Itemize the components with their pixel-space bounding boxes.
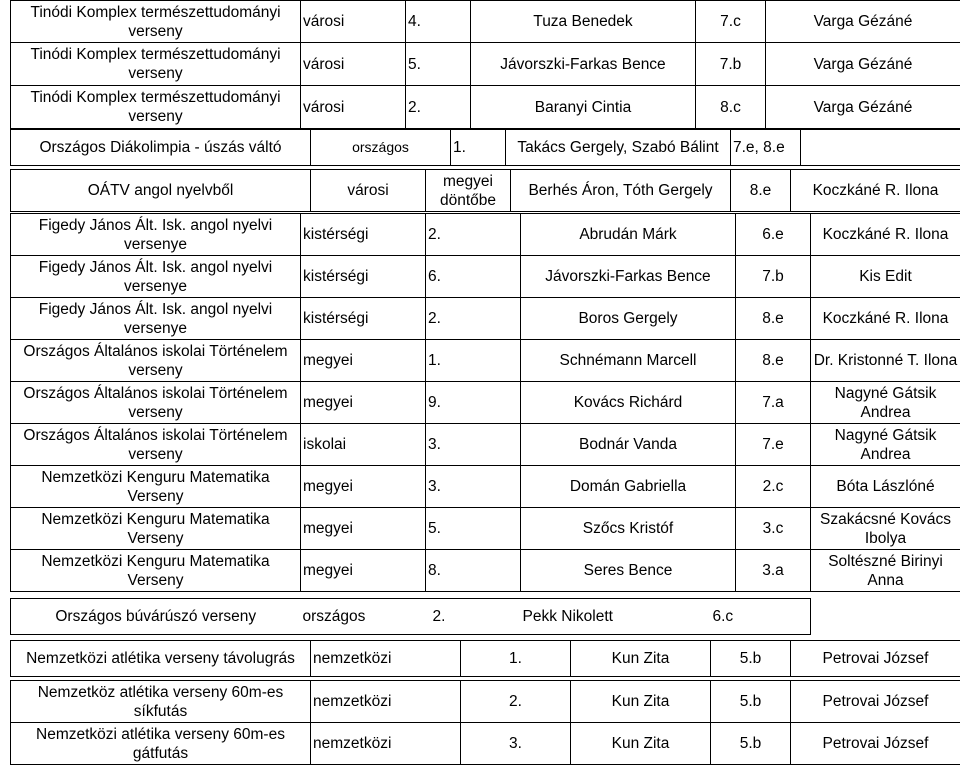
level-cell: megyei (301, 550, 426, 592)
teacher-cell (801, 130, 960, 166)
teacher-cell: Koczkáné R. Ilona (811, 298, 960, 340)
student-name-cell: Jávorszki-Farkas Bence (471, 43, 696, 86)
level-cell: nemzetközi (311, 723, 461, 765)
teacher-cell: Petrovai József (791, 723, 960, 765)
competition-cell: Országos Általános iskolai Történelem verseny (11, 382, 301, 424)
teacher-cell: Soltészné Birinyi Anna (811, 550, 960, 592)
class-cell: 7.c (696, 1, 766, 43)
teacher-cell: Koczkáné R. Ilona (791, 170, 960, 212)
competition-cell: Nemzetköz atlétika verseny 60m-es síkfutás (11, 681, 311, 723)
competition-cell: Nemzetközi Kenguru Matematika Verseny (11, 466, 301, 508)
student-name-cell: Abrudán Márk (521, 214, 736, 256)
competition-cell: Nemzetközi Kenguru Matematika Verseny (11, 550, 301, 592)
class-cell: 2.c (736, 466, 811, 508)
competition-cell: OÁTV angol nyelvből (11, 170, 311, 212)
level-cell: nemzetközi (311, 681, 461, 723)
place-cell: 9. (426, 382, 521, 424)
place-cell: 3. (426, 466, 521, 508)
level-cell: kistérségi (301, 214, 426, 256)
results-group-oatv (10, 169, 960, 212)
place-cell: megyei döntőbe (426, 170, 511, 212)
competition-cell: Országos Általános iskolai Történelem verseny (11, 424, 301, 466)
place-cell: 2. (431, 599, 521, 635)
student-name-cell: Boros Gergely (521, 298, 736, 340)
competition-cell: Nemzetközi atlétika verseny távolugrás (11, 641, 311, 677)
results-group-tavolugras (10, 640, 960, 677)
student-name-cell: Domán Gabriella (521, 466, 736, 508)
student-name-cell: Seres Bence (521, 550, 736, 592)
level-cell: megyei (301, 466, 426, 508)
teacher-cell: Dr. Kristonné T. Ilona (811, 340, 960, 382)
competition-cell: Nemzetközi Kenguru Matematika Verseny (11, 508, 301, 550)
place-cell: 1. (461, 641, 571, 677)
competition-cell: Tinódi Komplex természettudományi verseny (11, 43, 301, 86)
competition-cell: Figedy János Ált. Isk. angol nyelvi versenye (11, 214, 301, 256)
class-cell: 7.b (736, 256, 811, 298)
table-row (11, 382, 960, 424)
table-row (11, 130, 960, 166)
class-cell: 3.a (736, 550, 811, 592)
table-row (11, 508, 960, 550)
level-cell: kistérségi (301, 298, 426, 340)
table-row (11, 466, 960, 508)
class-cell: 6.c (711, 599, 811, 635)
level-cell: városi (301, 43, 406, 86)
place-cell: 8. (426, 550, 521, 592)
teacher-cell: Varga Gézáné (766, 1, 960, 43)
table-row (11, 641, 960, 677)
teacher-cell: Koczkáné R. Ilona (811, 214, 960, 256)
student-name-cell: Pekk Nikolett (521, 599, 711, 635)
class-cell: 5.b (711, 641, 791, 677)
student-name-cell: Baranyi Cintia (471, 86, 696, 129)
place-cell: 2. (426, 298, 521, 340)
class-cell: 7.e, 8.e (731, 130, 801, 166)
class-cell: 3.c (736, 508, 811, 550)
place-cell: 3. (461, 723, 571, 765)
table-row (11, 550, 960, 592)
place-cell: 6. (426, 256, 521, 298)
student-name-cell: Szőcs Kristóf (521, 508, 736, 550)
teacher-cell: Varga Gézáné (766, 86, 960, 129)
competition-cell: Tinódi Komplex természettudományi verseny (11, 1, 301, 43)
place-cell: 5. (406, 43, 471, 86)
results-group-buvaruszo (10, 598, 811, 635)
teacher-cell: Szakácsné Kovács Ibolya (811, 508, 960, 550)
teacher-cell: Bóta Lászlóné (811, 466, 960, 508)
teacher-cell: Petrovai József (791, 641, 960, 677)
results-group-main (10, 213, 960, 592)
class-cell: 7.a (736, 382, 811, 424)
place-cell: 3. (426, 424, 521, 466)
table-row (11, 256, 960, 298)
student-name-cell: Bodnár Vanda (521, 424, 736, 466)
table-row (11, 1, 960, 43)
table-row (11, 298, 960, 340)
place-cell: 1. (426, 340, 521, 382)
level-cell: nemzetközi (311, 641, 461, 677)
place-cell: 2. (461, 681, 571, 723)
results-group-diakolimpia (10, 129, 960, 166)
table-row (11, 424, 960, 466)
level-cell: országos (301, 599, 431, 635)
table-row (11, 681, 960, 723)
level-cell: kistérségi (301, 256, 426, 298)
class-cell: 8.e (736, 340, 811, 382)
class-cell: 7.e (736, 424, 811, 466)
place-cell: 1. (451, 130, 506, 166)
class-cell: 5.b (711, 723, 791, 765)
table-row (11, 170, 960, 212)
student-name-cell: Kun Zita (571, 681, 711, 723)
class-cell: 5.b (711, 681, 791, 723)
teacher-cell: Varga Gézáné (766, 43, 960, 86)
competition-cell: Országos Diákolimpia - úszás váltó (11, 130, 311, 166)
student-name-cell: Kovács Richárd (521, 382, 736, 424)
teacher-cell: Nagyné Gátsik Andrea (811, 424, 960, 466)
table-row (11, 723, 960, 765)
table-row (11, 599, 811, 635)
competition-cell: Országos Általános iskolai Történelem verseny (11, 340, 301, 382)
level-cell: iskolai (301, 424, 426, 466)
class-cell: 8.c (696, 86, 766, 129)
results-group-futas (10, 680, 960, 765)
level-cell: megyei (301, 508, 426, 550)
class-cell: 8.e (731, 170, 791, 212)
results-group-tinodi (10, 0, 960, 129)
place-cell: 2. (426, 214, 521, 256)
level-cell: városi (301, 1, 406, 43)
student-name-cell: Berhés Áron, Tóth Gergely (511, 170, 731, 212)
student-name-cell: Jávorszki-Farkas Bence (521, 256, 736, 298)
student-name-cell: Kun Zita (571, 641, 711, 677)
table-row (11, 86, 960, 129)
level-cell: városi (301, 86, 406, 129)
student-name-cell: Takács Gergely, Szabó Bálint (506, 130, 731, 166)
student-name-cell: Tuza Benedek (471, 1, 696, 43)
teacher-cell: Petrovai József (791, 681, 960, 723)
competition-cell: Tinódi Komplex természettudományi verseny (11, 86, 301, 129)
teacher-cell: Nagyné Gátsik Andrea (811, 382, 960, 424)
level-cell: megyei (301, 382, 426, 424)
place-cell: 2. (406, 86, 471, 129)
class-cell: 6.e (736, 214, 811, 256)
place-cell: 4. (406, 1, 471, 43)
teacher-cell: Kis Edit (811, 256, 960, 298)
level-cell: országos (311, 130, 451, 166)
competition-cell: Országos búvárúszó verseny (11, 599, 301, 635)
class-cell: 7.b (696, 43, 766, 86)
table-row (11, 340, 960, 382)
competition-cell: Figedy János Ált. Isk. angol nyelvi versenye (11, 298, 301, 340)
level-cell: városi (311, 170, 426, 212)
student-name-cell: Kun Zita (571, 723, 711, 765)
table-row (11, 214, 960, 256)
table-row (11, 43, 960, 86)
level-cell: megyei (301, 340, 426, 382)
class-cell: 8.e (736, 298, 811, 340)
student-name-cell: Schnémann Marcell (521, 340, 736, 382)
competition-cell: Nemzetközi atlétika verseny 60m-es gátfutás (11, 723, 311, 765)
place-cell: 5. (426, 508, 521, 550)
competition-cell: Figedy János Ált. Isk. angol nyelvi versenye (11, 256, 301, 298)
